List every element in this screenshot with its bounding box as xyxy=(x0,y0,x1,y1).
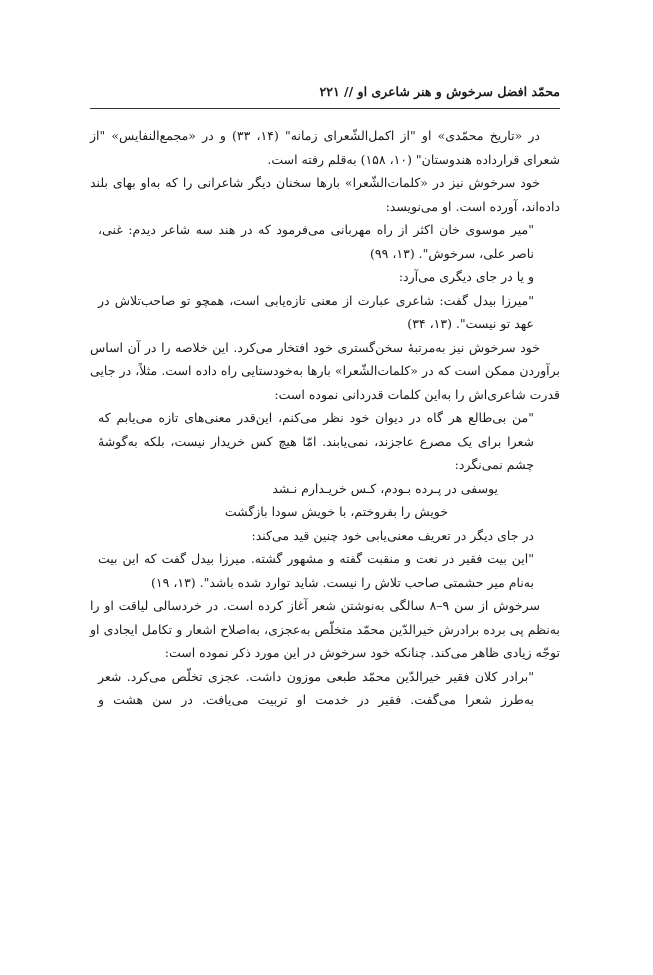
paragraph: سرخوش از سن ۹–۸ سالگی به‌نوشتن شعر آغاز کرده است. در خردسالی لیاقت او را به‌نظم پی برده برادرش خیرالدّین محمّد متخلّص به‌عجزی، به‌اصلاح اشعار و تکامل ایجادی او توجّه زیادی ظاهر می‌کند. چنانکه خود سرخوش در این مورد ذکر نموده است: xyxy=(90,598,560,660)
page-body xyxy=(90,124,560,712)
paragraph: و یا در جای دیگری می‌آرد: xyxy=(398,269,534,284)
block-quote: "این بیت فقیر در نعت و منقبت گفته و مشهور گشته. میرزا بیدل گفت که این بیت به‌نام میر حشمتی صاحب تلاش را نیست. شاید توارد شده باشد". (۱۳، ۱۹) xyxy=(98,551,534,590)
block-quote: "من بی‌طالع هر گاه در دیوان خود نظر می‌کنم، این‌قدر معنی‌های تازه می‌یابم که شعرا برای یک مصرع عاجزند، نمی‌یابند. امّا هیچ کس خریدار نیست، بلکه به‌گوشهٔ چشم نمی‌نگرد: xyxy=(98,410,534,472)
verse-line: خویش را بفروختم، با خویش سودا بازگشت xyxy=(224,504,448,519)
paragraph: در جای دیگر در تعریف معنی‌یابی خود چنین قید می‌کند: xyxy=(251,527,534,543)
header-divider xyxy=(90,108,560,109)
running-header: محمّد افضل سرخوش و هنر شاعری او // ۲۲۱ xyxy=(319,84,560,99)
block-quote: "میرزا بیدل گفت: شاعری عبارت از معنی تازه‌یابی است، همچو تو صاحب‌تلاش در عهد تو نیست". (۱۳، ۳۴) xyxy=(98,292,534,331)
block-quote: "میر موسوی خان اکثر از راه مهربانی می‌فرمود که در هند سه شاعر دیدم: غنی، ناصر علی، سرخوش". (۱۳، ۹۹) xyxy=(98,222,534,261)
paragraph: خود سرخوش نیز به‌مرتبهٔ سخن‌گستری خود افتخار می‌کرد. این خلاصه را در آن اساس برآوردن ممکن است که در «کلمات‌الشّعرا» بارها به‌خودستایی راه داده است. مثلاً، در جایی قدرت شاعری‌اش را به‌این کلمات قدردانی نموده است: xyxy=(90,339,560,402)
verse-line: یوسفی در پـرده بـودم، کـس خریـدارم نـشد xyxy=(272,480,498,496)
paragraph: در «تاریخ محمّدی» او "از اکمل‌الشّعرای زمانه" (۱۴، ۳۳) و در «مجمع‌النفایس» "از شعرای قرارداده هندوستان" (۱۰، ۱۵۸) به‌قلم رفته است. xyxy=(90,128,560,167)
paragraph: خود سرخوش نیز در «کلمات‌الشّعرا» بارها سخنان دیگر شاعرانی را که به‌او بهای بلند داده‌اند، آورده است. او می‌نویسد: xyxy=(90,175,560,214)
block-quote: "برادر کلان فقیر خیرالدّین محمّد طبعی موزون داشت. عجزی تخلّص می‌کرد. شعر به‌طرز شعرا می‌گفت. فقیر در خدمت او تربیت می‌یافت. در سن هشت و xyxy=(98,668,534,707)
